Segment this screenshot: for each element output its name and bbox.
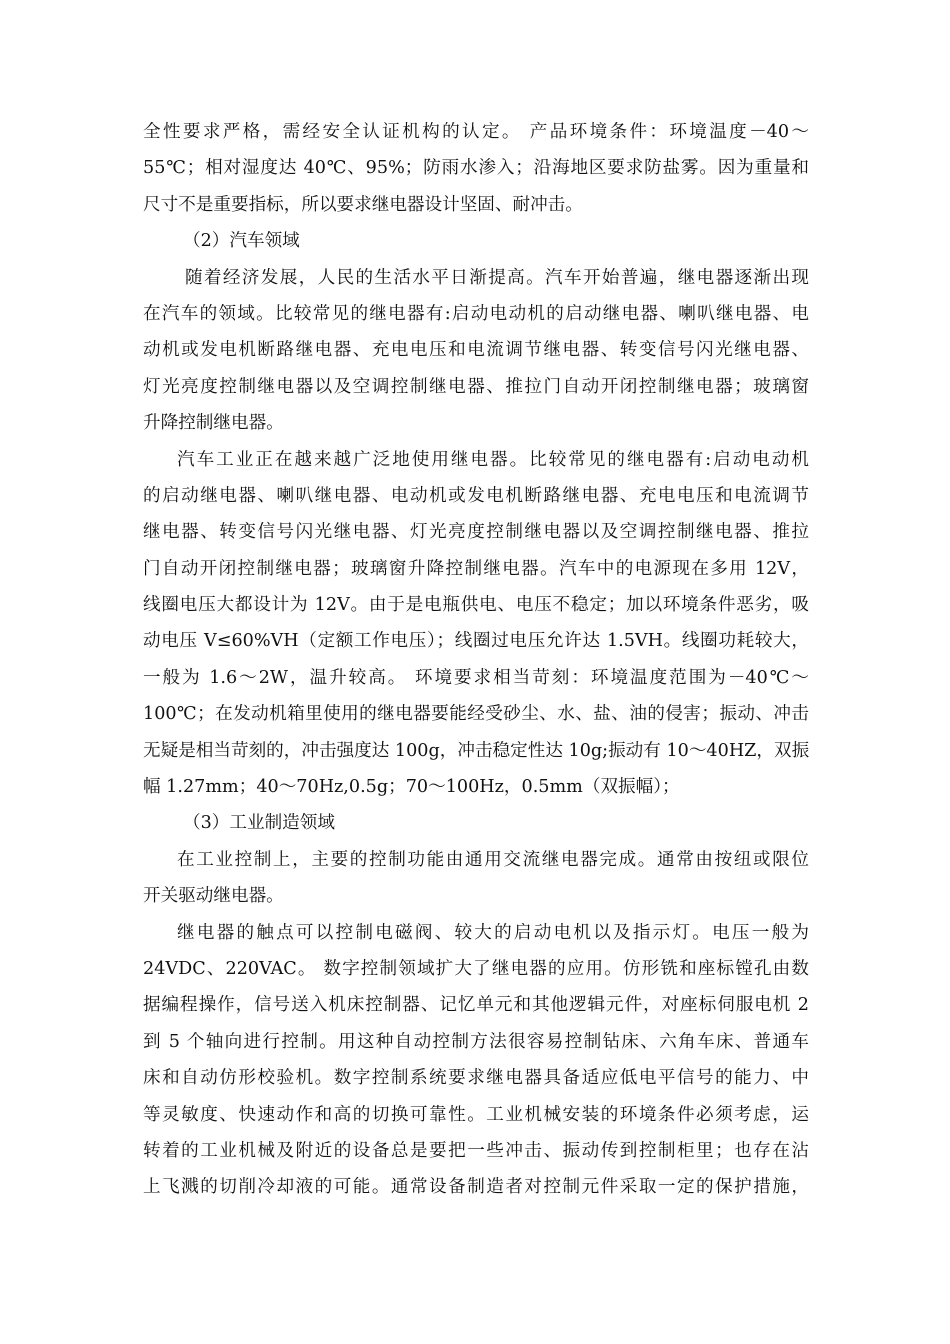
text-line: 24VDC、220VAC。 数字控制领域扩大了继电器的应用。仿形铣和座标镗孔由数: [143, 958, 809, 979]
text-line: 等灵敏度、快速动作和高的切换可靠性。工业机械安装的环境条件必须考虑，运: [143, 1104, 809, 1125]
text-line: 动机或发电机断路继电器、充电电压和电流调节继电器、转变信号闪光继电器、: [143, 340, 809, 361]
text-line: 汽车工业正在越来越广泛地使用继电器。比较常见的继电器有:启动电动机: [177, 449, 809, 470]
text-line: 100℃；在发动机箱里使用的继电器要能经受砂尘、水、盐、油的侵害；振动、冲击: [143, 704, 809, 725]
text-line: 55℃；相对湿度达 40℃、95%；防雨水渗入；沿海地区要求防盐雾。因为重量和: [143, 158, 809, 179]
text-line: （3）工业制造领域: [183, 813, 335, 834]
text-line: 尺寸不是重要指标，所以要求继电器设计坚固、耐冲击。: [143, 194, 583, 215]
text-line: 一般为 1.6～2W，温升较高。 环境要求相当苛刻：环境温度范围为－40℃～: [143, 667, 809, 688]
text-line: 在汽车的领域。比较常见的继电器有:启动电动机的启动继电器、喇叭继电器、电: [143, 303, 809, 324]
text-line: 继电器的触点可以控制电磁阀、较大的启动电机以及指示灯。电压一般为: [177, 922, 809, 943]
text-line: 随着经济发展，人民的生活水平日渐提高。汽车开始普遍，继电器逐渐出现: [185, 267, 809, 288]
text-line: （2）汽车领域: [183, 231, 300, 252]
text-line: 据编程操作，信号送入机床控制器、记忆单元和其他逻辑元件，对座标伺服电机 2: [143, 995, 809, 1016]
document-page: [143, 114, 809, 1206]
text-line: 升降控制继电器。: [143, 413, 284, 434]
text-line: 门自动开闭控制继电器；玻璃窗升降控制继电器。汽车中的电源现在多用 12V，: [143, 558, 809, 579]
text-line: 到 5 个轴向进行控制。用这种自动控制方法很容易控制钻床、六角车床、普通车: [143, 1031, 809, 1052]
text-line: 线圈电压大都设计为 12V。由于是电瓶供电、电压不稳定；加以环境条件恶劣，吸: [143, 595, 809, 616]
text-line: 开关驱动继电器。: [143, 886, 284, 907]
text-line: 上飞溅的切削冷却液的可能。通常设备制造者对控制元件采取一定的保护措施，: [143, 1177, 809, 1198]
text-line: 无疑是相当苛刻的，冲击强度达 100g，冲击稳定性达 10g;振动有 10～40HZ，双振: [143, 740, 809, 761]
text-line: 灯光亮度控制继电器以及空调控制继电器、推拉门自动开闭控制继电器；玻璃窗: [143, 376, 809, 397]
text-line: 幅 1.27mm；40～70Hz,0.5g；70～100Hz，0.5mm（双振幅）；: [143, 777, 680, 798]
text-line: 转着的工业机械及附近的设备总是要把一些冲击、振动传到控制柜里；也存在沾: [143, 1140, 809, 1161]
text-line: 全性要求严格，需经安全认证机构的认定。 产品环境条件：环境温度－40～: [143, 122, 809, 142]
text-line: 继电器、转变信号闪光继电器、灯光亮度控制继电器以及空调控制继电器、推拉: [143, 522, 809, 543]
text-line: 动电压 V≤60%VH（定额工作电压）；线圈过电压允许达 1.5VH。线圈功耗较大，: [143, 631, 809, 652]
text-line: 在工业控制上，主要的控制功能由通用交流继电器完成。通常由按纽或限位: [177, 849, 809, 870]
text-line: 的启动继电器、喇叭继电器、电动机或发电机断路继电器、充电电压和电流调节: [143, 485, 809, 506]
text-line: 床和自动仿形校验机。数字控制系统要求继电器具备适应低电平信号的能力、中: [143, 1068, 809, 1089]
